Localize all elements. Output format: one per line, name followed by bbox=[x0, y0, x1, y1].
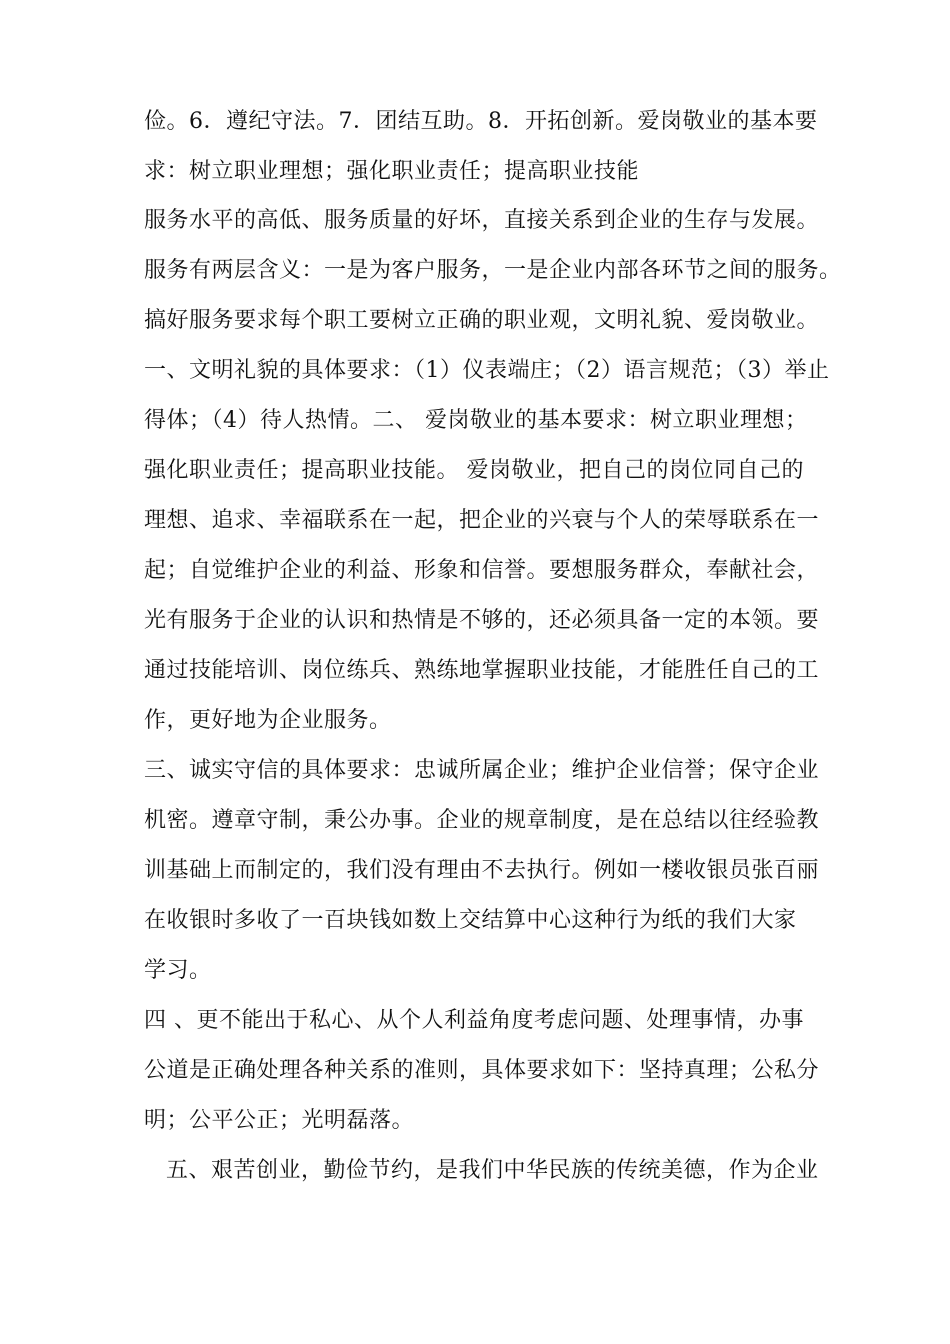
text-line-6: 一、文明礼貌的具体要求：（1）仪表端庄；（2）语言规范；（3）举止 bbox=[144, 358, 830, 383]
text-line-18: 学习。 bbox=[144, 958, 212, 983]
text-line-7: 得体；（4）待人热情。二、 爱岗敬业的基本要求：树立职业理想； bbox=[144, 408, 808, 433]
text-line-17: 在收银时多收了一百块钱如数上交结算中心这种行为纸的我们大家 bbox=[144, 908, 797, 933]
text-line-1: 俭。6．遵纪守法。7．团结互助。8．开拓创新。爱岗敬业的基本要 bbox=[144, 109, 818, 134]
text-line-8: 强化职业责任；提高职业技能。 爱岗敬业，把自己的岗位同自己的 bbox=[144, 458, 804, 483]
text-line-4: 服务有两层含义：一是为客户服务，一是企业内部各环节之间的服务。 bbox=[144, 258, 842, 283]
text-line-16: 训基础上而制定的，我们没有理由不去执行。例如一楼收银员张百丽 bbox=[144, 858, 820, 883]
text-line-9: 理想、追求、幸福联系在一起，把企业的兴衰与个人的荣辱联系在一 bbox=[144, 508, 820, 533]
text-line-14: 三、诚实守信的具体要求：忠诚所属企业；维护企业信誉；保守企业 bbox=[144, 758, 820, 783]
text-line-11: 光有服务于企业的认识和热情是不够的，还必须具备一定的本领。要 bbox=[144, 608, 820, 633]
text-line-12: 通过技能培训、岗位练兵、熟练地掌握职业技能，才能胜任自己的工 bbox=[144, 658, 820, 683]
text-line-3: 服务水平的高低、服务质量的好坏，直接关系到企业的生存与发展。 bbox=[144, 208, 820, 233]
text-line-13: 作，更好地为企业服务。 bbox=[144, 708, 392, 733]
text-line-5: 搞好服务要求每个职工要树立正确的职业观，文明礼貌、爱岗敬业。 bbox=[144, 308, 820, 333]
text-line-21: 明；公平公正；光明磊落。 bbox=[144, 1108, 415, 1133]
text-line-19: 四 、更不能出于私心、从个人利益角度考虑问题、处理事情，办事 bbox=[144, 1008, 804, 1033]
text-line-22: 五、艰苦创业，勤俭节约，是我们中华民族的传统美德，作为企业 bbox=[166, 1158, 819, 1183]
text-line-10: 起；自觉维护企业的利益、形象和信誉。要想服务群众，奉献社会， bbox=[144, 558, 820, 583]
text-line-20: 公道是正确处理各种关系的准则，具体要求如下：坚持真理；公私分 bbox=[144, 1058, 820, 1083]
text-line-15: 机密。遵章守制，秉公办事。企业的规章制度，是在总结以往经验教 bbox=[144, 808, 820, 833]
text-line-2: 求：树立职业理想；强化职业责任；提高职业技能 bbox=[144, 159, 640, 184]
